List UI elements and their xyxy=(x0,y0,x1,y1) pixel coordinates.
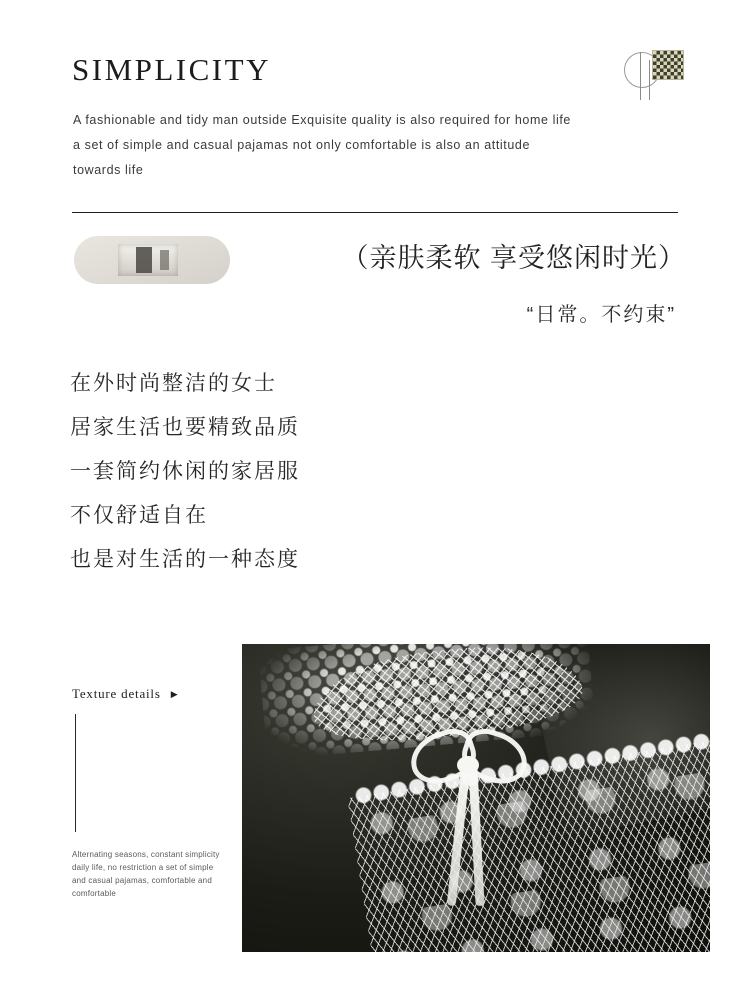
photo-ribbon-bow xyxy=(410,732,540,912)
brand-description: A fashionable and tidy man outside Exquisite quality is also required for home life a set of simple and casual pajamas not only comfortable is also an attitude towards life xyxy=(73,113,571,177)
copy-line: 也是对生活的一种态度 xyxy=(70,548,300,571)
copy-lines xyxy=(70,362,490,582)
copy-line: 不仅舒适自在 xyxy=(70,504,208,527)
bow-tail-right xyxy=(468,766,484,906)
headline-chinese: （亲肤柔软 享受悠闲时光） xyxy=(341,243,686,273)
texture-details-label xyxy=(72,686,178,702)
copy-line: 一套简约休闲的家居服 xyxy=(70,460,300,483)
page-title: SIMPLICITY xyxy=(72,52,271,87)
circle-check-pattern-icon xyxy=(618,48,690,102)
lace-trim-pajama-detail-photo xyxy=(242,644,710,952)
triangle-right-icon: ▶ xyxy=(170,688,178,699)
subheadline-chinese: “日常。不约束” xyxy=(526,304,676,326)
copy-line: 居家生活也要精致品质 xyxy=(70,416,300,439)
logo-checker-square xyxy=(652,50,684,80)
logo-stem-secondary-shape xyxy=(649,60,650,100)
bow-knot xyxy=(457,756,479,774)
texture-vertical-rule xyxy=(75,714,76,832)
copy-line: 在外时尚整洁的女士 xyxy=(70,372,277,395)
texture-details-text: Texture details xyxy=(72,686,161,701)
logo-stem-shape xyxy=(640,52,641,100)
bow-tail-left xyxy=(447,766,471,906)
folded-pajama-thumbnail xyxy=(74,236,230,284)
divider xyxy=(72,212,678,213)
thumbnail-fabric-shape xyxy=(118,244,178,276)
texture-note: Alternating seasons, constant simplicity daily life, no restriction a set of simple and casual pajamas, comfortable and comfortable xyxy=(72,850,220,898)
